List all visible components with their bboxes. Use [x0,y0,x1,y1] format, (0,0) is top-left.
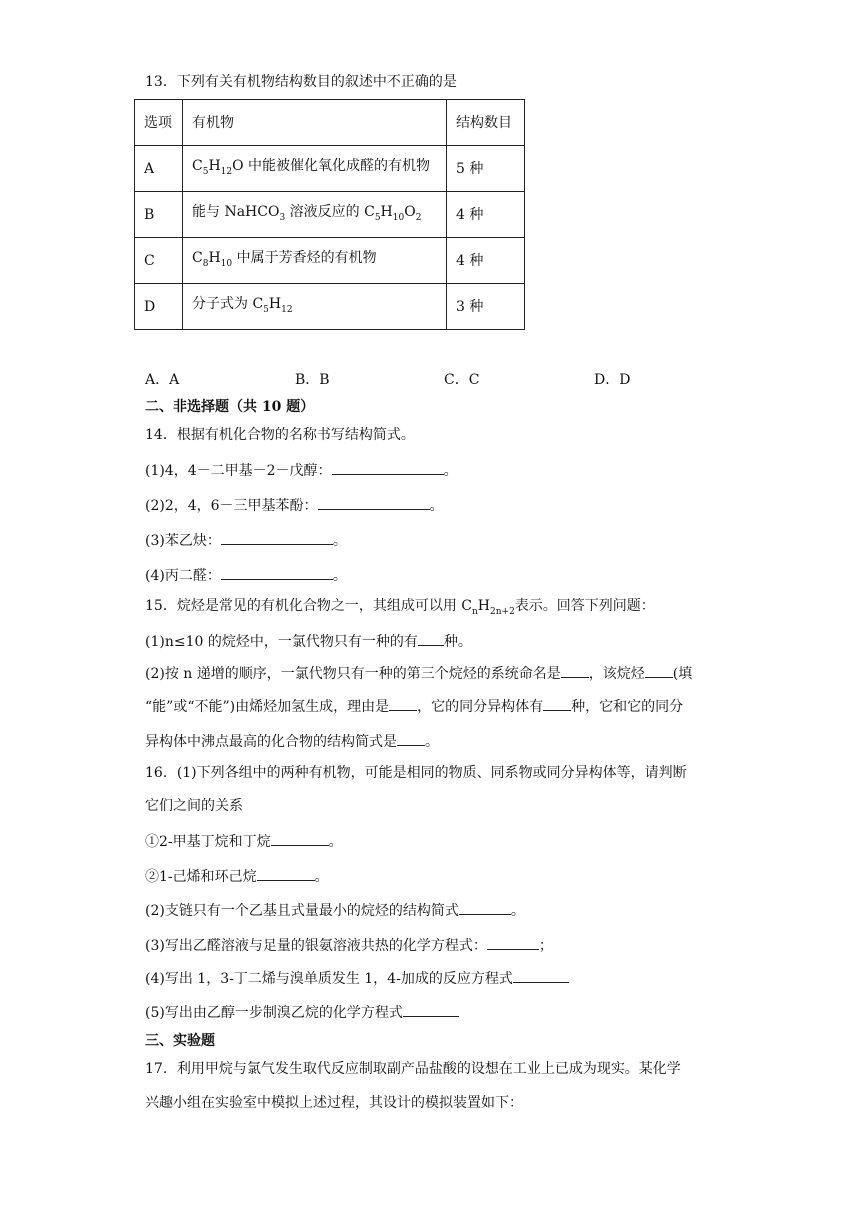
choice-b[interactable]: B．B [295,372,330,388]
q16-stem-line1: 16．(1)下列各组中的两种有机物，可能是相同的物质、同系物或同分异构体等，请判断 [145,765,687,781]
answer-blank[interactable] [271,831,329,846]
answer-blank[interactable] [403,1002,459,1017]
answer-blank[interactable] [318,495,430,510]
q13-stem: 13．下列有关有机物结构数目的叙述中不正确的是 [145,74,457,90]
table-row [135,284,525,330]
row-compound: $C_5H_{12}O$ 中能被催化氧化成醛的有机物 [183,146,447,192]
q16-item1: ①2-甲基丁烷和丁烷 。 [145,831,343,852]
q17-line1: 17．利用甲烷与氯气发生取代反应制取副产品盐酸的设想在工业上已成为现实。某化学 [145,1061,681,1077]
q17-line2: 兴趣小组在实验室中模拟上述过程，其设计的模拟装置如下： [145,1095,523,1111]
q15-part2-line2: “能”或“不能”)由烯烃加氢生成，理由是 ，它的同分异构体有 种，它和它的同分 [145,696,683,717]
row-compound: 分子式为 $C_5H_{12}$ [183,284,447,330]
answer-blank[interactable] [397,731,425,746]
section-2-heading: 二、非选择题（共 10 题） [145,399,315,415]
q15-part1: (1)n≤10 的烷烃中，一氯代物只有一种的有 种。 [145,631,472,652]
row-count: 4 种 [447,192,525,238]
q14-part1: (1)4，4－二甲基－2－戊醇： 。 [145,460,458,481]
q16-stem-line2: 它们之间的关系 [145,798,243,814]
answer-blank[interactable] [257,866,315,881]
row-count: 4 种 [447,238,525,284]
choice-c[interactable]: C．C [444,372,480,388]
q15-part2-line3: 异构体中沸点最高的化合物的结构简式是 。 [145,731,439,752]
answer-blank[interactable] [645,663,673,678]
answer-blank[interactable] [459,900,511,915]
answer-blank[interactable] [389,696,417,711]
row-option: D [135,284,183,330]
q15-part2-line1: (2)按 n 递增的顺序，一氯代物只有一种的第三个烷烃的系统命名是 ，该烷烃 (填 [145,663,692,684]
q16-part2: (2)支链只有一个乙基且式量最小的烷烃的结构简式 。 [145,900,525,921]
q13-table [134,99,525,330]
table-row [135,146,525,192]
q14-stem: 14．根据有机化合物的名称书写结构简式。 [145,427,415,443]
row-compound: 能与 NaHCO$_3$ 溶液反应的 $C_5H_{10}O_2$ [183,192,447,238]
answer-blank[interactable] [487,935,539,950]
q15-stem: 15．烷烃是常见的有机化合物之一，其组成可以用 $C_nH_{2n+2}$表示。回答下列问题： [145,598,655,617]
answer-blank[interactable] [418,631,444,646]
row-count: 5 种 [447,146,525,192]
answer-blank[interactable] [221,565,333,580]
header-compound: 有机物 [183,100,447,146]
row-option: C [135,238,183,284]
q16-item2: ②1-己烯和环己烷 。 [145,866,329,887]
header-option: 选项 [135,100,183,146]
answer-blank[interactable] [543,696,571,711]
row-count: 3 种 [447,284,525,330]
choice-a[interactable]: A．A [145,372,180,388]
answer-blank[interactable] [513,968,569,983]
answer-blank[interactable] [332,460,444,475]
q16-part4: (4)写出 1，3-丁二烯与溴单质发生 1，4-加成的反应方程式 [145,968,569,989]
row-option: B [135,192,183,238]
q16-part5: (5)写出由乙醇一步制溴乙烷的化学方程式 [145,1002,459,1023]
row-compound: $C_8H_{10}$ 中属于芳香烃的有机物 [183,238,447,284]
q16-part3: (3)写出乙醛溶液与足量的银氨溶液共热的化学方程式： ； [145,935,553,956]
row-option: A [135,146,183,192]
section-3-heading: 三、实验题 [145,1033,215,1049]
q14-part3: (3)苯乙炔： 。 [145,530,347,551]
q14-part4: (4)丙二醛： 。 [145,565,347,586]
table-header-row [135,100,525,146]
q14-part2: (2)2，4，6－三甲基苯酚： 。 [145,495,444,516]
table-row [135,192,525,238]
table-row [135,238,525,284]
answer-blank[interactable] [221,530,333,545]
header-count: 结构数目 [447,100,525,146]
answer-blank[interactable] [561,663,589,678]
choice-d[interactable]: D．D [594,372,631,388]
